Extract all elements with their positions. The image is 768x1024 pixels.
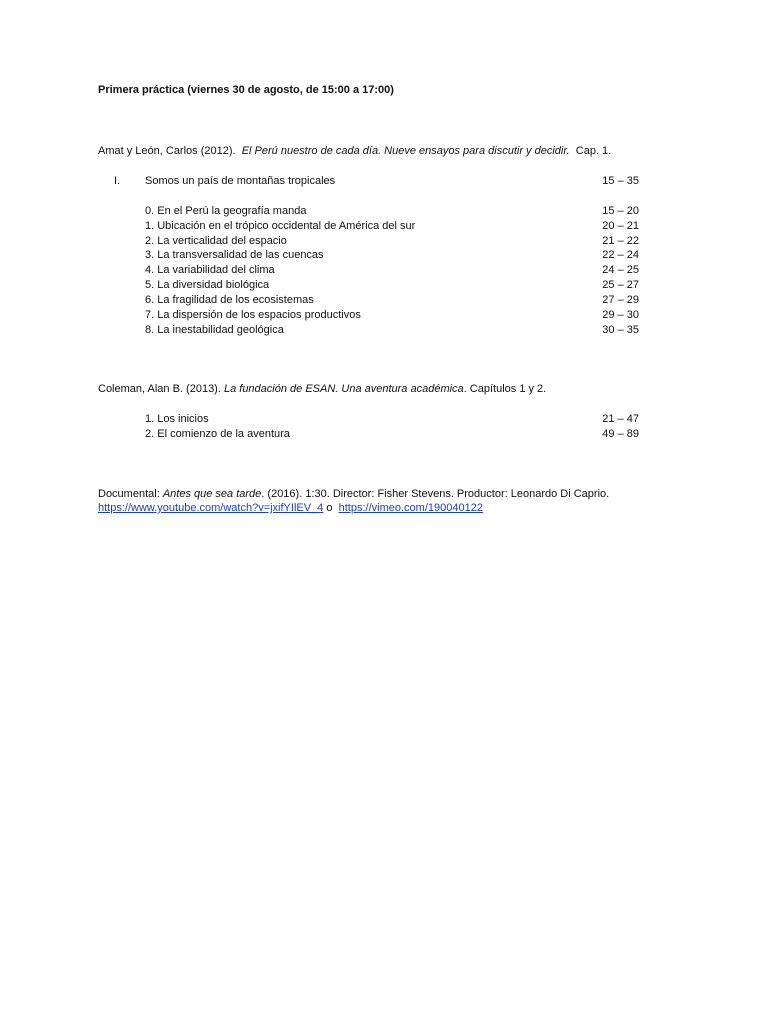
item-pages: 49 – 89 <box>602 428 639 440</box>
reference-documental <box>98 487 609 501</box>
list-item <box>145 248 639 262</box>
reference-author: Coleman, Alan B. (2013). <box>98 383 221 395</box>
item-pages: 27 – 29 <box>602 294 639 306</box>
item-pages: 30 – 35 <box>602 324 639 336</box>
list-item <box>145 323 639 337</box>
reference-coleman <box>98 382 546 396</box>
list-item <box>145 427 639 441</box>
item-label: 5. La diversidad biológica <box>145 279 270 291</box>
item-pages: 22 – 24 <box>602 249 639 261</box>
list-item <box>145 308 639 322</box>
reference-title: La fundación de ESAN. Una aventura académica <box>223 383 464 395</box>
item-pages: 25 – 27 <box>602 279 639 291</box>
item-label: 2. El comienzo de la aventura <box>145 428 290 440</box>
reference-suffix: Cap. 1. <box>575 145 612 157</box>
section-pages: 15 – 35 <box>602 175 639 187</box>
list-item <box>145 234 639 248</box>
section-row <box>145 174 639 188</box>
item-label: 4. La variabilidad del clima <box>145 264 275 276</box>
item-label: 3. La transversalidad de las cuencas <box>145 249 324 261</box>
list-item <box>145 263 639 277</box>
reference-suffix: . Capítulos 1 y 2. <box>463 383 547 395</box>
vimeo-link[interactable]: https://vimeo.com/190040122 <box>338 502 483 514</box>
item-pages: 24 – 25 <box>602 264 639 276</box>
item-label: 1. Los inicios <box>145 413 209 425</box>
item-pages: 20 – 21 <box>602 220 639 232</box>
item-label: 0. En el Perú la geografía manda <box>145 205 307 217</box>
item-label: 7. La dispersión de los espacios productivos <box>145 309 361 321</box>
section-numeral: I. <box>114 175 121 187</box>
list-item <box>145 204 639 218</box>
page-heading: Primera práctica (viernes 30 de agosto, de 15:00 a 17:00) <box>98 84 394 96</box>
item-pages: 21 – 47 <box>602 413 639 425</box>
reference-suffix: . (2016). 1:30. Director: Fisher Stevens. Productor: Leonardo Di Caprio. <box>261 488 610 500</box>
item-pages: 29 – 30 <box>602 309 639 321</box>
youtube-link[interactable]: https://www.youtube.com/watch?v=jxifYIlEV_4 <box>98 502 324 514</box>
reference-author: Amat y León, Carlos (2012). <box>98 145 236 157</box>
reference-title: Antes que sea tarde <box>162 488 262 500</box>
item-label: 1. Ubicación en el trópico occidental de América del sur <box>145 220 416 232</box>
reference-prefix: Documental: <box>98 488 160 500</box>
list-item <box>145 412 639 426</box>
link-connector: o <box>326 502 333 514</box>
list-item <box>145 278 639 292</box>
item-pages: 15 – 20 <box>602 205 639 217</box>
reference-links <box>98 501 483 515</box>
item-label: 2. La verticalidad del espacio <box>145 235 287 247</box>
item-pages: 21 – 22 <box>602 235 639 247</box>
list-item <box>145 219 639 233</box>
item-label: 8. La inestabilidad geológica <box>145 324 284 336</box>
item-label: 6. La fragilidad de los ecosistemas <box>145 294 314 306</box>
section-label: Somos un país de montañas tropicales <box>145 175 336 187</box>
reference-title: El Perú nuestro de cada día. Nueve ensayos para discutir y decidir. <box>241 145 570 157</box>
list-item <box>145 293 639 307</box>
reference-amat <box>98 144 611 158</box>
